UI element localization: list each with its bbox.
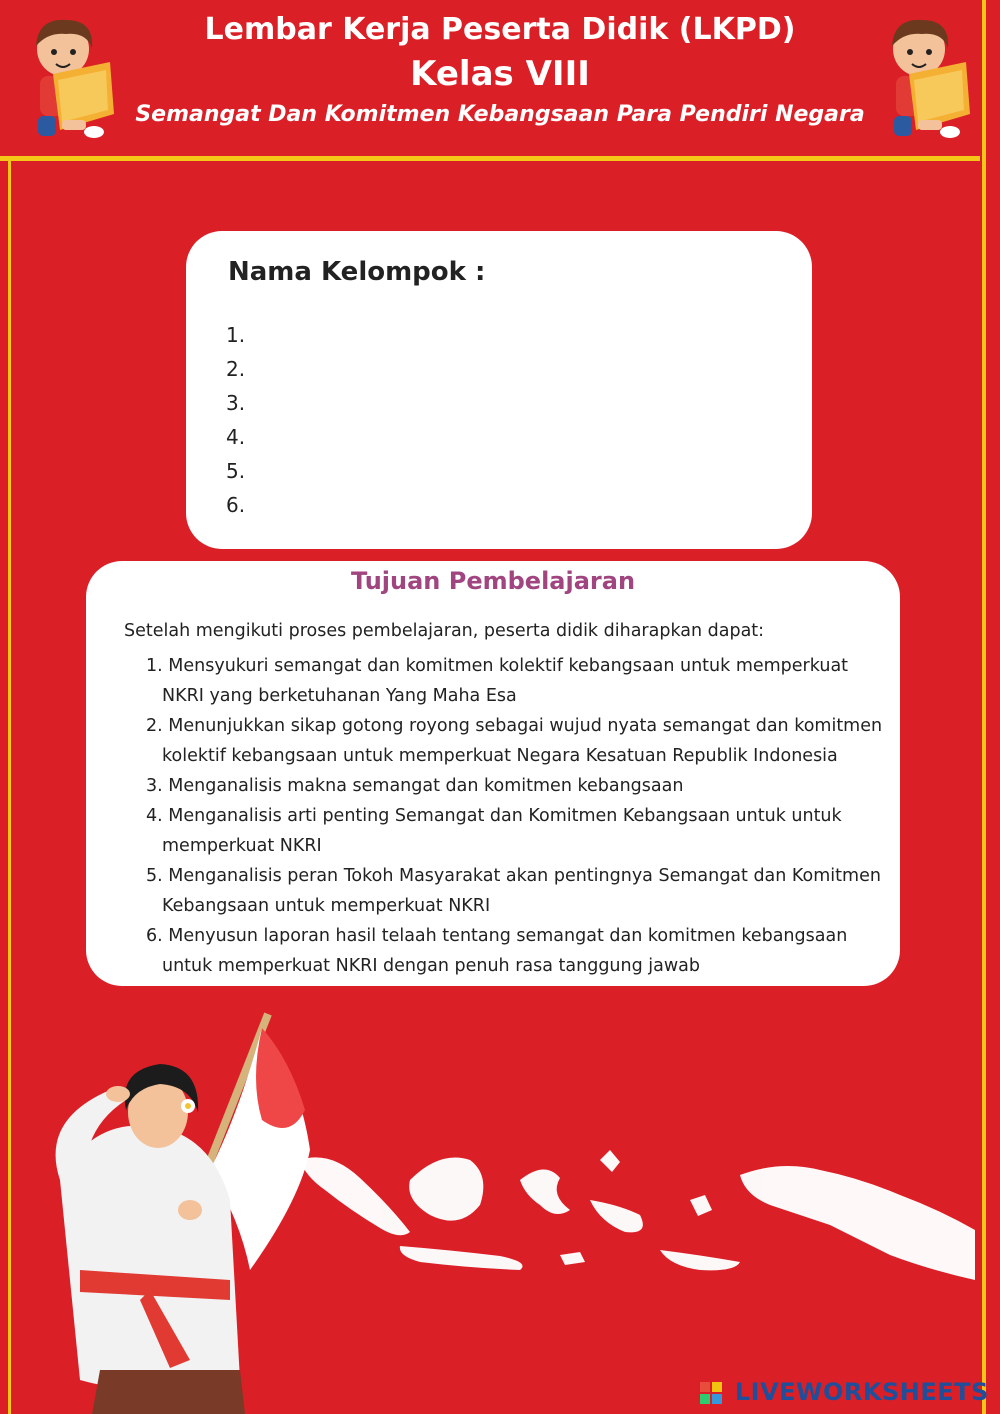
header-divider bbox=[0, 156, 980, 161]
member-list bbox=[226, 323, 245, 527]
member-entry[interactable]: 4. bbox=[226, 425, 246, 449]
member-entry[interactable]: 5. bbox=[226, 459, 246, 483]
member-entry[interactable]: 6. bbox=[226, 493, 246, 517]
member-entry[interactable]: 1. bbox=[226, 323, 246, 347]
header bbox=[0, 0, 1000, 158]
objective-item bbox=[146, 771, 886, 801]
objective-item bbox=[146, 921, 886, 981]
reading-kid-illustration bbox=[874, 14, 974, 144]
objectives-title: Tujuan Pembelajaran bbox=[350, 567, 636, 595]
group-names-card bbox=[186, 231, 812, 549]
objective-line: untuk memperkuat NKRI dengan penuh rasa tanggung jawab bbox=[162, 956, 701, 976]
objective-line: 5. Menganalisis peran Tokoh Masyarakat akan pentingnya Semangat dan Komitmen bbox=[146, 866, 881, 886]
worksheet-subtitle: Semangat Dan Komitmen Kebangsaan Para Pendiri Negara bbox=[135, 102, 865, 127]
objectives-intro: Setelah mengikuti proses pembelajaran, peserta didik diharapkan dapat: bbox=[124, 621, 765, 641]
objective-line: 1. Mensyukuri semangat dan komitmen kolektif kebangsaan untuk memperkuat bbox=[146, 656, 849, 676]
objective-line: NKRI yang berketuhanan Yang Maha Esa bbox=[162, 686, 517, 706]
learning-objectives-card bbox=[86, 561, 900, 986]
objective-item bbox=[146, 861, 886, 921]
objective-item bbox=[146, 711, 886, 771]
objective-line: memperkuat NKRI bbox=[162, 836, 322, 856]
objective-item bbox=[146, 651, 886, 711]
objective-line: 4. Menganalisis arti penting Semangat dan Komitmen Kebangsaan untuk untuk bbox=[146, 806, 842, 826]
objective-line: Kebangsaan untuk memperkuat NKRI bbox=[162, 896, 491, 916]
indonesia-map-silhouette bbox=[290, 1150, 975, 1414]
objective-line: 2. Menunjukkan sikap gotong royong sebagai wujud nyata semangat dan komitmen bbox=[146, 716, 883, 736]
brand-name: LIVEWORKSHEETS bbox=[734, 1378, 989, 1406]
objective-item bbox=[146, 801, 886, 861]
objectives-list bbox=[146, 651, 886, 981]
objective-line: 3. Menganalisis makna semangat dan komitmen kebangsaan bbox=[146, 776, 684, 796]
objective-line: 6. Menyusun laporan hasil telaah tentang semangat dan komitmen kebangsaan bbox=[146, 926, 848, 946]
objective-line: kolektif kebangsaan untuk memperkuat Negara Kesatuan Republik Indonesia bbox=[162, 746, 838, 766]
reading-kid-illustration bbox=[18, 14, 118, 144]
group-name-label: Nama Kelompok : bbox=[228, 257, 486, 287]
member-entry[interactable]: 2. bbox=[226, 357, 246, 381]
class-label: Kelas VIII bbox=[410, 54, 590, 94]
saluting-girl-flag-illustration bbox=[0, 1000, 1000, 1414]
liveworksheets-logo-icon bbox=[700, 1382, 722, 1404]
member-entry[interactable]: 3. bbox=[226, 391, 246, 415]
worksheet-title: Lembar Kerja Peserta Didik (LKPD) bbox=[204, 12, 796, 47]
liveworksheets-brand[interactable] bbox=[700, 1378, 995, 1408]
